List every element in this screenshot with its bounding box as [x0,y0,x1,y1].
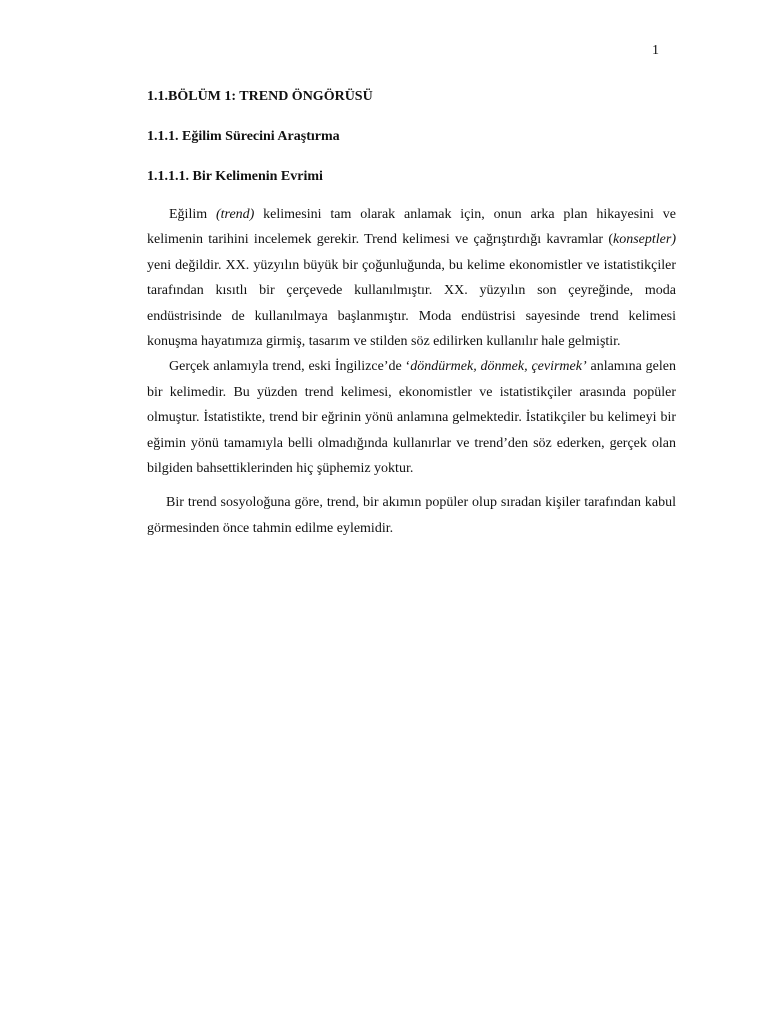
subsection-heading: 1.1.1.1. Bir Kelimenin Evrimi [147,169,323,184]
paragraph-1-text-a: Eğilim [169,207,216,222]
paragraph-2 [147,354,676,481]
paragraph-3: Bir trend sosyoloğuna göre, trend, bir akımın popüler olup sıradan kişiler tarafından kabul görmesinden önce tahmin edilme eylemidir. [147,495,676,536]
paragraph-1-text-c: kelimesini tam olarak anlamak için, onun arka plan hikayesini ve kelimenin tarihini incelemek gerekir. Trend kelimesi ve çağrıştırdığı kavramlar ( [147,207,676,248]
paragraph-1-italic-konseptler: konseptler) [613,232,676,248]
paragraph-1-text-e: yeni değildir. XX. yüzyılın büyük bir çoğunluğunda, bu kelime ekonomistler ve istatistikçiler tarafından kısıtlı bir çerçevede kullanılmıştır. XX. yüzyılın son çeyreğinde, moda endüstrisinde de kullanılmaya başlanmıştır. Moda endüstrisi sayesinde trend kelimesi konuşma hayatımıza girmiş, tasarım ve stilden söz edilirken kullanılır hale gelmiştir. [147,257,676,350]
paragraph-1 [147,202,676,354]
paragraph-2-italic-meaning: döndürmek, dönmek, çevirmek’ [410,359,587,375]
paragraph-2-text-c: anlamına gelen bir kelimedir. Bu yüzden trend kelimesi, ekonomistler ve istatistikçiler arasında popüler olmuştur. İstatistikte, trend bir eğrinin yönü anlamına gelmektedir. İstatikçiler bu kelimeyi bir eğimin yönü tamamıyla belli olmadığında kullanırlar ve trend’den söz ederken, gerçek olan bilgiden bahsettiklerinden hiç şüphemiz yoktur. [147,359,676,477]
section-heading: 1.1.1. Eğilim Sürecini Araştırma [147,129,340,144]
chapter-heading: 1.1.BÖLÜM 1: TREND ÖNGÖRÜSÜ [147,89,373,104]
page-content [147,88,676,541]
page-number: 1 [652,43,659,58]
paragraph-2-text-a: Gerçek anlamıyla trend, eski İngilizce’de ‘ [169,359,411,375]
paragraph-1-italic-trend: (trend) [215,207,255,222]
